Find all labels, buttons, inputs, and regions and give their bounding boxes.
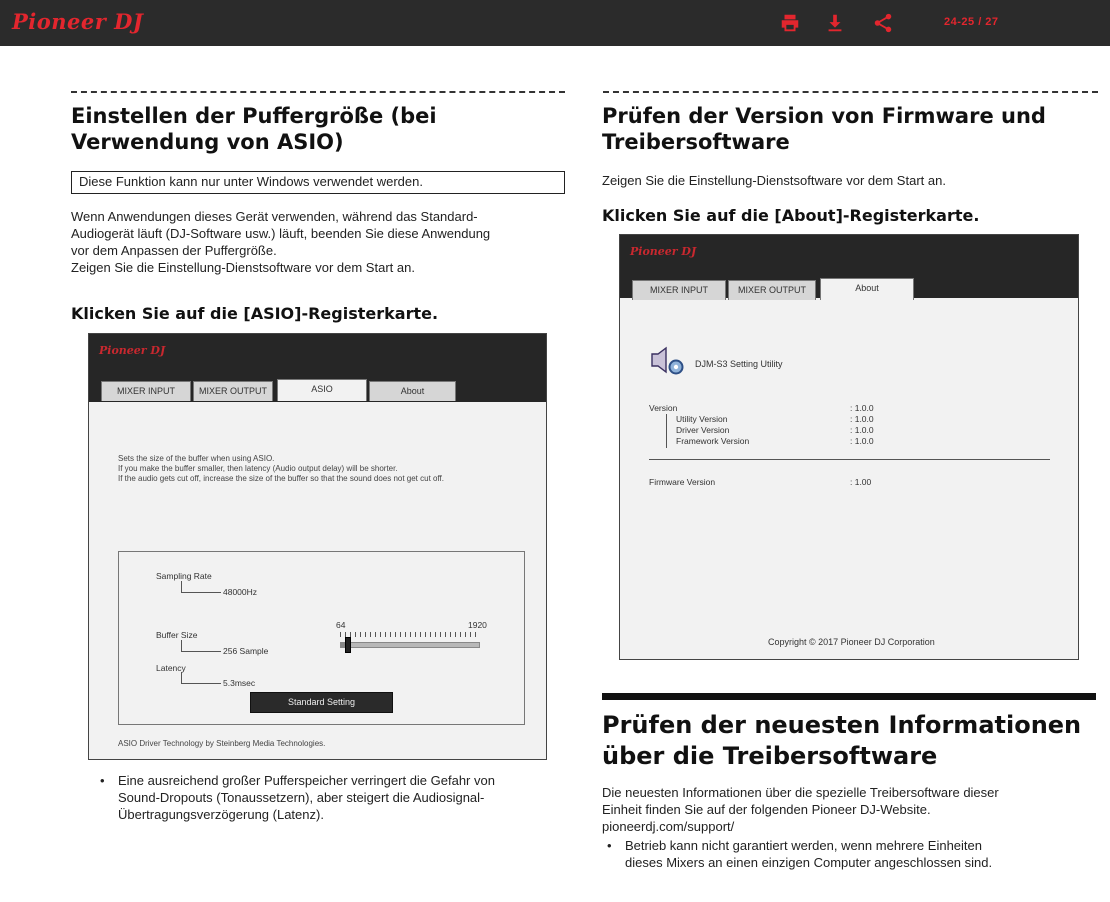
bullet-line: Sound-Dropouts (Tonaussetzern), aber steigert die Audiosignal- [118,790,485,805]
paragraph-line: Zeigen Sie die Einstellung-Dienstsoftware vor dem Start an. [71,260,415,275]
multi-unit-bullet [603,837,1098,871]
sampling-rate-label: Sampling Rate [156,571,212,581]
version-value: : 1.0.0 [850,403,874,413]
paragraph-line: Audiogerät läuft (DJ-Software usw.) läuft, beenden Sie diese Anwendung [71,226,491,241]
asio-info-line: Sets the size of the buffer when using ASIO. [118,454,275,463]
tree-line [666,414,667,448]
bullet-line: • Eine ausreichend großer Pufferspeicher verringert die Gefahr von [118,773,495,788]
framework-version-value: : 1.0.0 [850,436,874,446]
tab-mixer-output[interactable]: MIXER OUTPUT [193,381,273,401]
tab-mixer-output[interactable]: MIXER OUTPUT [728,280,816,300]
firmware-version-value: : 1.00 [850,477,872,487]
asio-info-line: If you make the buffer smaller, then latency (Audio output delay) will be shorter. [118,464,398,473]
tree-bracket [181,672,221,684]
tab-mixer-input[interactable]: MIXER INPUT [632,280,726,300]
heading-line: Prüfen der Version von Firmware und [602,104,1046,128]
asio-settings-screenshot [88,333,547,760]
windows-only-note: Diese Funktion kann nur unter Windows verwendet werden. [71,171,565,194]
latency-value: 5.3msec [223,678,256,688]
tab-mixer-input[interactable]: MIXER INPUT [101,381,191,401]
window-brand: Pioneer DJ [630,245,697,258]
step-asio-tab: Klicken Sie auf die [ASIO]-Registerkarte. [71,304,439,323]
bullet-line: Übertragungsverzögerung (Latenz). [118,807,324,822]
step-about-tab: Klicken Sie auf die [About]-Registerkarte. [602,206,980,225]
buffer-intro-paragraph [71,208,571,276]
paragraph-line: Die neuesten Informationen über die spezielle Treibersoftware dieser [602,785,999,800]
print-icon[interactable] [779,12,801,34]
heading-line: Prüfen der neuesten Informationen [602,711,1082,739]
support-url[interactable]: pioneerdj.com/support/ [602,819,735,834]
app-name: DJM-S3 Setting Utility [695,359,783,369]
top-bar [0,0,1110,46]
divider-line [649,459,1050,460]
buffer-size-slider[interactable] [340,642,480,648]
section-divider-thick [602,693,1096,700]
buffer-settings-panel [118,551,525,725]
window-brand: Pioneer DJ [99,344,166,357]
section-divider [603,91,1098,93]
buffer-size-value: 256 Sample [223,646,269,656]
tree-bracket [181,581,221,593]
heading-line: über die Treibersoftware [602,742,938,770]
section-heading-latest-info [602,710,1081,772]
asio-info-line: If the audio gets cut off, increase the size of the buffer so that the sound does not get cut off. [118,474,444,483]
section-heading-version [602,103,1046,155]
paragraph-line: Wenn Anwendungen dieses Gerät verwenden, während das Standard- [71,209,478,224]
standard-setting-button[interactable]: Standard Setting [250,692,393,713]
bullet-line: dieses Mixers an einen einzigen Computer angeschlossen sind. [625,855,993,870]
utility-version-label: Utility Version [676,414,728,424]
framework-version-label: Framework Version [676,436,750,446]
heading-line: Verwendung von ASIO) [71,130,344,154]
buffer-bullet-note [96,772,576,823]
slider-ticks [340,632,480,637]
paragraph-line: Einheit finden Sie auf der folgenden Pioneer DJ-Website. [602,802,931,817]
heading-line: Einstellen der Puffergröße (bei [71,104,437,128]
speaker-gear-icon [650,346,690,376]
utility-version-value: : 1.0.0 [850,414,874,424]
tab-about[interactable]: About [369,381,456,401]
sampling-rate-value: 48000Hz [223,587,258,597]
buffer-size-label: Buffer Size [156,630,198,640]
firmware-version-label: Firmware Version [649,477,716,487]
brand-logo: Pioneer DJ [12,9,144,34]
section-divider [71,91,565,93]
heading-line: Treibersoftware [602,130,790,154]
asio-footer-text: ASIO Driver Technology by Steinberg Media Technologies. [118,739,326,748]
tab-about[interactable]: About [820,278,914,300]
version-label: Version [649,403,678,413]
section-heading-buffer [71,103,437,155]
tree-bracket [181,640,221,652]
slider-min-label: 64 [336,620,346,630]
bullet-line: • Betrieb kann nicht garantiert werden, wenn mehrere Einheiten [625,838,982,853]
latest-info-paragraph [602,784,1102,835]
driver-version-label: Driver Version [676,425,730,435]
page-indicator: 24-25 / 27 [944,16,999,28]
slider-max-label: 1920 [468,620,487,630]
share-icon[interactable] [872,12,894,34]
latency-label: Latency [156,663,186,673]
slider-thumb[interactable] [345,637,351,653]
download-icon[interactable] [824,12,846,34]
tab-asio[interactable]: ASIO [277,379,367,401]
about-screenshot [619,234,1079,660]
paragraph-line: vor dem Anpassen der Puffergröße. [71,243,277,258]
copyright-text: Copyright © 2017 Pioneer DJ Corporation [768,637,935,647]
version-intro: Zeigen Sie die Einstellung-Dienstsoftware vor dem Start an. [602,173,946,188]
driver-version-value: : 1.0.0 [850,425,874,435]
